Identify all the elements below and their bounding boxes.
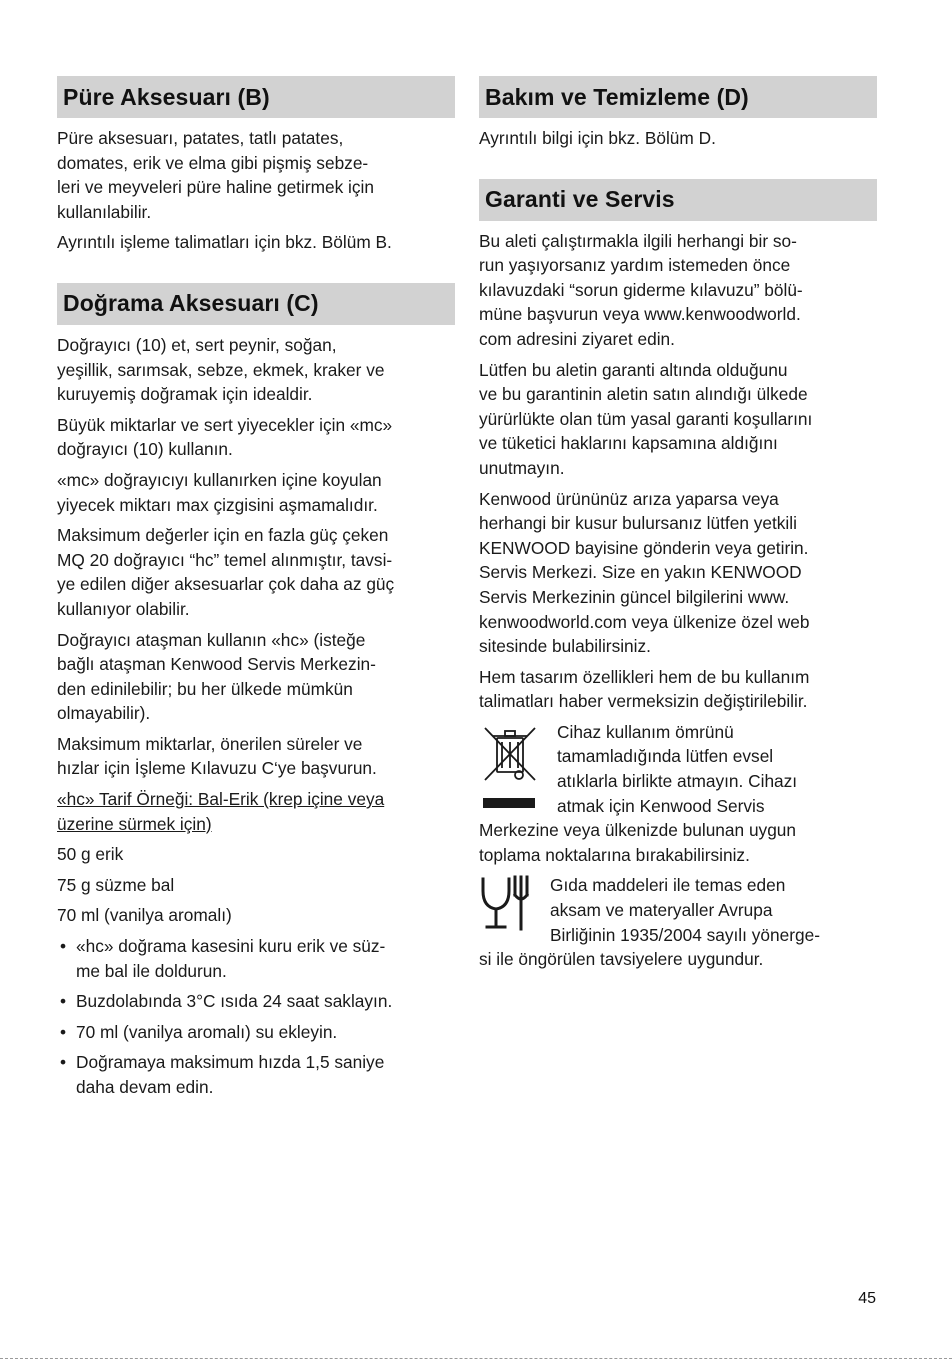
section-heading-chopper: Doğrama Aksesuarı (C) [57, 283, 455, 325]
section-heading-puree: Püre Aksesuarı (B) [57, 76, 455, 118]
section-heading-warranty: Garanti ve Servis [479, 179, 877, 221]
ingredient-honey: 75 g süzme bal [57, 874, 175, 895]
bullet-icon: • [60, 1021, 67, 1042]
weee-disposal-note: Cihaz kullanım ömrünü tamamladığında lütfen evsel atıklarla birlikte atmayın. Cihazı atmak için Kenwood Servis Merkezine veya ülkenizde bulunan uygun toplama noktalarına bırakabilirsiniz. [479, 721, 798, 865]
puree-instructions-reference: Ayrıntılı işleme talimatları için bkz. Bölüm B. [57, 232, 392, 253]
care-reference: Ayrıntılı bilgi için bkz. Bölüm D. [479, 128, 716, 148]
glass-and-fork-icon [479, 873, 535, 942]
page-number: 45 [858, 1290, 876, 1307]
warranty-specs-change-note: Hem tasarım özellikleri hem de bu kullanım talimatları haber vermeksizin değiştirilebilir. [479, 666, 810, 712]
ingredient-vanilla: 70 ml (vanilya aromalı) [57, 905, 232, 926]
bullet-icon: • [60, 936, 67, 957]
ingredient-plums: 50 g erik [57, 844, 124, 865]
section-heading-care: Bakım ve Temizleme (D) [479, 76, 877, 118]
chopper-hc-attachment-note: Doğrayıcı ataşman kullanın «hc» (isteğe bağlı ataşman Kenwood Servis Merkezin- den edinilebilir; bu her ülkede mümkün olmayabilir). [57, 629, 376, 724]
recipe-step: • «hc» doğrama kasesini kuru erik ve süz- me bal ile doldurun. [60, 936, 386, 981]
warranty-legal-note: Lütfen bu aletin garanti altında olduğunu ve bu garantinin aletin satın alındığı ülkede yürürlükte olan tüm yasal garanti koşullarını ve tüketici haklarını kapsamına aldığını unutmayın. [479, 359, 813, 478]
right-column [479, 76, 877, 978]
warranty-troubleshooting: Bu aleti çalıştırmakla ilgili herhangi bir so- run yaşıyorsanız yardım istemeden önce kılavuzdaki “sorun giderme kılavuzu” bölü- müne başvurun veya www.kenwoodworld. com adresini ziyaret edin. [479, 230, 803, 349]
recipe-step: • 70 ml (vanilya aromalı) su ekleyin. [57, 1020, 455, 1045]
left-column [57, 76, 455, 1106]
recipe-step: • Buzdolabında 3°C ısıda 24 saat saklayın. [57, 989, 455, 1014]
recipe-step: • Doğramaya maksimum hızda 1,5 saniye daha devam edin. [60, 1052, 385, 1097]
chopper-max-values-note: Maksimum değerler için en fazla güç çeken MQ 20 doğrayıcı “hc” temel alınmıştır, tavsi- ye edilen diğer aksesuarlar çok daha az güç kullanıyor olabilir. [57, 525, 395, 619]
recipe-title: «hc» Tarif Örneği: Bal-Erik (krep içine veya üzerine sürmek için) [57, 789, 385, 834]
chopper-guide-reference: Maksimum miktarlar, önerilen süreler ve hızlar için İşleme Kılavuzu C‘ye başvurun. [57, 733, 377, 779]
crossed-out-wheelie-bin-icon [479, 720, 541, 819]
bottom-rule [0, 1358, 952, 1359]
warranty-service-center: Kenwood ürününüz arıza yaparsa veya herhangi bir kusur bulursanız lütfen yetkili KENWOOD bayisine gönderin veya getirin. Servis Merkezi. Size en yakın KENWOOD Servis Merkezinin güncel bilgilerini www. kenwoodworld.com veya ülkenize özel web sitesinde bulabilirsiniz. [479, 488, 810, 657]
recipe-steps [57, 934, 455, 1100]
chopper-description: Doğrayıcı (10) et, sert peynir, soğan, yeşillik, sarımsak, sebze, ekmek, kraker ve kuruyemiş doğramak için idealdir. [57, 334, 385, 405]
chopper-mc-usage: Büyük miktarlar ve sert yiyecekler için «mc» doğrayıcı (10) kullanın. [57, 414, 393, 460]
food-contact-note: Gıda maddeleri ile temas eden aksam ve materyaller Avrupa Birliğinin 1935/2004 sayılı yönerge- si ile öngörülen tavsiyelere uygundur. [479, 875, 820, 970]
chopper-max-line-note: «mc» doğrayıcıyı kullanırken içine koyulan yiyecek miktarı max çizgisini aşmamalıdır. [57, 469, 382, 515]
bullet-icon: • [60, 991, 67, 1012]
bullet-icon: • [60, 1052, 67, 1073]
puree-description: Püre aksesuarı, patates, tatlı patates, domates, erik ve elma gibi pişmiş sebze- leri ve meyveleri püre haline getirmek için kullanılabilir. [57, 128, 374, 222]
